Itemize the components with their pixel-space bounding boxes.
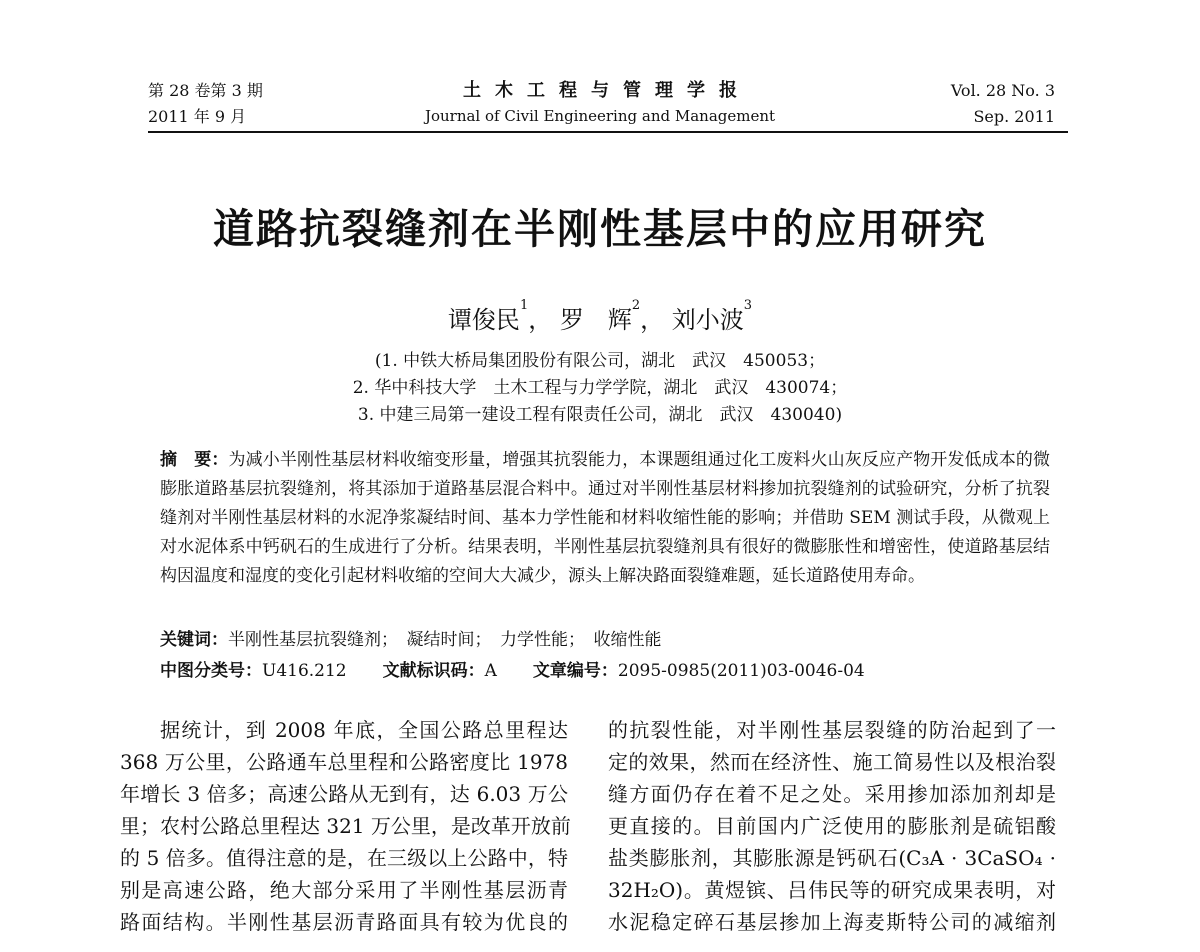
author-affil-index: 2 [631,298,641,313]
body-line: 更直接的。目前国内广泛使用的膨胀剂是硫铝酸 [608,814,1056,838]
body-line: 368 万公里，公路通车总里程和公路密度比 1978 [120,750,568,774]
affiliation-3: 3. 中建三局第一建设工程有限责任公司，湖北 武汉 430040) [357,405,843,425]
author-name: 谭俊民 [447,306,520,334]
body-line: 年增长 3 倍多；高速公路从无到有，达 6.03 万公 [120,782,568,806]
clc-label: 中图分类号： [160,661,262,681]
author-separator: ， [528,306,553,334]
author-affil-index: 3 [743,298,753,313]
doc-code-label: 文献标识码： [382,661,485,681]
author-name: 刘小波 [671,306,744,334]
author-name: 罗 辉 [559,306,632,334]
clc-value: U416.212 [262,661,347,681]
body-line: 水泥稳定碎石基层掺加上海麦斯特公司的减缩剂 [608,910,1056,934]
body-line: 路面结构。半刚性基层沥青路面具有较为优良的 [120,910,568,934]
body-line: 32H₂O)。黄煜镔、吕伟民等的研究成果表明，对 [608,878,1056,902]
body-line: 据统计，到 2008 年底，全国公路总里程达 [160,718,568,742]
abstract-text: 为减小半刚性基层材料收缩变形量，增强其抗裂能力，本课题组通过化工废料火山灰反应产物开发低成本的微膨胀道路基层抗裂缝剂，将其添加于道路基层混合料中。通过对半刚性基层材料掺加抗裂缝剂的试验研究，分析了抗裂缝剂对半刚性基层材料的水泥净浆凝结时间、基本力学性能和材料收缩性能的影响；并借助 SEM 测试手段，从微观上对水泥体系中钙矾石的生成进行了分析。结果表明，半刚性基层抗裂缝剂具有很好的微膨胀性和增密性，使道路基层结构因温度和湿度的变化引起材料收缩的空间大大减少，源头上解决路面裂缝难题，延长道路使用寿命。 [160,450,1051,586]
keywords-label: 关键词： [160,630,228,650]
journal-issue-en [951,78,1055,130]
volume-en: Vol. 28 No. 3 [950,81,1055,100]
volume-cn: 第 28 卷第 3 期 [148,81,263,100]
body-line: 别是高速公路，绝大部分采用了半刚性基层沥青 [120,878,568,902]
author-separator: ， [640,306,665,334]
date-cn: 2011 年 9 月 [148,107,247,126]
author-affil-index: 1 [519,298,529,313]
body-line: 里；农村公路总里程达 321 万公里，是改革开放前 [120,814,571,838]
body-line: 盐类膨胀剂，其膨胀源是钙矾石(C₃A · 3CaSO₄ · [608,846,1056,870]
date-en: Sep. 2011 [973,107,1055,126]
article-number-value: 2095-0985(2011)03-0046-04 [617,661,865,681]
body-line: 的抗裂性能，对半刚性基层裂缝的防治起到了一 [608,718,1056,742]
body-column-right [608,714,1056,938]
abstract [160,446,1050,591]
author-list [0,300,1200,335]
body-line: 缝方面仍存在着不足之处。采用掺加添加剂却是 [608,782,1056,806]
classification-line [160,656,865,681]
paper-title: 道路抗裂缝剂在半刚性基层中的应用研究 [213,205,987,253]
body-column-left [120,714,571,938]
header-rule [148,131,1068,133]
body-line: 的 5 倍多。值得注意的是，在三级以上公路中，特 [120,846,568,870]
body-line: 定的效果，然而在经济性、施工简易性以及根治裂 [608,750,1056,774]
doc-code-value: A [484,661,497,681]
affiliation-2: 2. 华中科技大学 土木工程与力学学院，湖北 武汉 430074； [352,378,848,398]
keywords-text: 半刚性基层抗裂缝剂； 凝结时间； 力学性能； 收缩性能 [228,630,662,650]
journal-name-en: Journal of Civil Engineering and Management [424,107,776,125]
journal-name-cn: 土木工程与管理学报 [463,80,751,101]
article-number-label: 文章编号： [532,661,618,681]
affiliation-1: (1. 中铁大桥局集团股份有限公司，湖北 武汉 450053； [374,351,826,371]
abstract-label: 摘 要： [160,450,229,470]
keywords [160,625,662,650]
